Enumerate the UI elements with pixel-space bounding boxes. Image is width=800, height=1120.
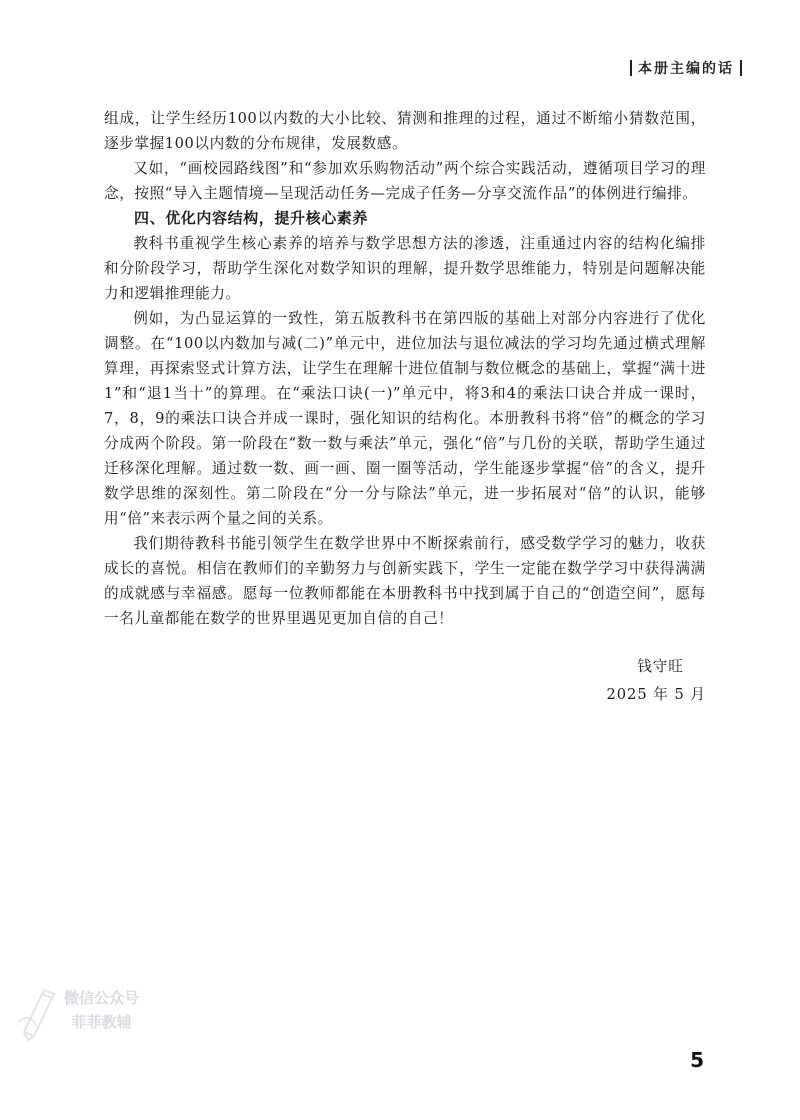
watermark-line2: 菲菲教辅 [71, 1013, 132, 1031]
section-heading: 四、优化内容结构，提升核心素养 [134, 209, 369, 227]
paragraph-closing: 我们期待教科书能引领学生在数学世界中不断探索前行，感受数学学习的魅力，收获成长的喜悦。相信在教师们的辛勤努力与创新实践下，学生一定能在数学学习中获得满满的成就感与幸福感。愿每一位教师都能在本册教科书中找到属于自己的“创造空间”，愿每一名儿童都能在数学的世界里遇见更加自信的自己！ [104, 535, 706, 627]
signature-date: 2025 年 5 月 [606, 686, 706, 703]
paragraph-examples: 例如，为凸显运算的一致性，第五版教科书在第四版的基础上对部分内容进行了优化调整。在“100以内数加与减(二)”单元中，进位加法与退位减法的学习均先通过横式理解算理，再探索竖式计算方法，让学生在理解十进位值制与数位概念的基础上，掌握“满十进1”和“退1当十”的算理。在“乘法口诀(一)”单元中，将3和4的乘法口诀合并成一课时，7，8，9的乘法口诀合并成一课时，强化知识的结构化。本册教科书将“倍”的概念的学习分成两个阶段。第一阶段在“数一数与乘法”单元，强化“倍”与几份的关联，帮助学生通过迁移深化理解。通过数一数、画一画、圈一圈等活动，学生能逐步掌握“倍”的含义，提升数学思维的深刻性。第二阶段在“分一分与除法”单元，进一步拓展对“倍”的认识，能够用“倍”来表示两个量之间的关系。 [104, 310, 706, 527]
page-number: 5 [690, 1048, 704, 1072]
author-name: 钱守旺 [637, 658, 684, 675]
header-divider-right [740, 60, 742, 76]
pencil-logo-icon [14, 982, 70, 1042]
paragraph-core-literacy: 教科书重视学生核心素养的培养与数学思想方法的渗透，注重通过内容的结构化编排和分阶段学习，帮助学生深化对数学知识的理解，提升数学思维能力，特别是问题解决能力和逻辑推理能力。 [104, 235, 706, 302]
running-header-title: 本册主编的话 [638, 61, 734, 77]
signature-block [104, 653, 706, 709]
watermark-text [64, 986, 139, 1034]
paragraph-continued: 组成，让学生经历100以内数的大小比较、猜测和推理的过程，通过不断缩小猜数范围，逐步掌握100以内数的分布规律，发展数感。 [104, 110, 706, 152]
watermark-line1: 微信公众号 [64, 989, 140, 1007]
paragraph-practice-activities: 又如，“画校园路线图”和“参加欢乐购物活动”两个综合实践活动，遵循项目学习的理念，按照“导入主题情境—呈现活动任务—完成子任务—分享交流作品”的体例进行编排。 [104, 160, 706, 202]
watermark [8, 976, 158, 1056]
running-header [624, 58, 748, 78]
header-divider-left [630, 60, 632, 76]
page-body [104, 106, 706, 709]
